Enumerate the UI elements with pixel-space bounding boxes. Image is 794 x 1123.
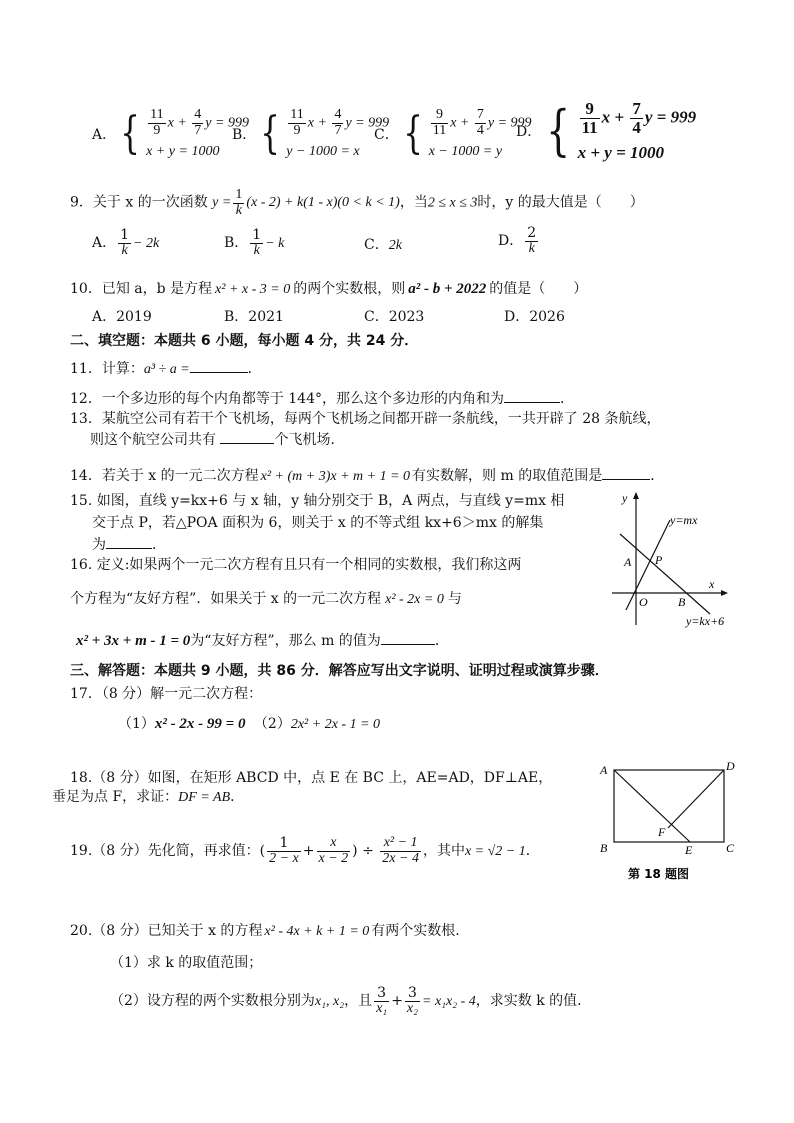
q18-figure [598, 758, 748, 884]
q17-stem: 17．（8 分）解一元二次方程： [70, 686, 263, 702]
q8-option-b: B． { $\frac{11}{9}$ x + $\frac{4}{7}$ y = 999 y − 1000 = x [232, 107, 390, 160]
q20-stem: 20.（8 分）已知关于 x 的方程 x² - 4x + k + 1 = 0 有两个实数根. [70, 923, 460, 939]
fig18-D-label: D [726, 759, 735, 773]
q8-option-c: C． { $\frac{9}{11}$ x + $\frac{7}{4}$ y = 999 x − 1000 = y [374, 107, 532, 160]
segment-df [668, 770, 724, 828]
q16-line3: x² + 3x + m - 1 = 0为“友好方程”，那么 m 的值为 ． [76, 630, 449, 650]
q15-figure [604, 490, 744, 630]
line-mx [626, 520, 670, 610]
q8-option-a: A． { $\frac{11}{9}$ x + $\frac{4}{7}$ y = 999 x + y = 1000 [92, 107, 249, 160]
q20-part1: （1）求 k 的取值范围； [110, 955, 263, 971]
fig18-A-label: A [600, 763, 608, 777]
segment-ae [614, 770, 690, 842]
line-kx6 [620, 534, 710, 614]
q9-option-c: C．2k [364, 237, 402, 253]
q16-line2: 个方程为“友好方程”．如果关于 x 的一元二次方程 x² - 2x = 0 与 [70, 591, 462, 607]
fig18-E-label: E [685, 843, 693, 857]
fig15-ymx-label: y=mx [670, 513, 698, 527]
q16: 16. 定义:如果两个一元二次方程有且只有一个相同的实数根，我们称这两 [70, 557, 522, 573]
q14: 14．若关于 x 的一元二次方程 x² + (m + 3)x + m + 1 = 0 有实数解，则 m 的取值范围是 ． [70, 465, 664, 485]
q9-option-b: B． $\frac{1}{k}$ − k [224, 227, 285, 258]
fig15-P-label: P [655, 553, 663, 567]
section-3-heading: 三、解答题：本题共 9 小题，共 86 分．解答应写出文字说明、证明过程或演算步骤． [70, 663, 609, 679]
q8-option-d: D． { $\frac{9}{11}$ x + $\frac{7}{4}$ y = 999 x + y = 1000 [516, 99, 697, 163]
fig15-O-label: O [639, 595, 648, 609]
q19: 19.（8 分）先化简，再求值：( $\frac{1}{2 - x}$ + $\frac{x}{x - 2}$ ) ÷ $\frac{\text{x² − 1}}{2x - 4}$ ，其中x = √2 − 1． [70, 835, 540, 866]
q18-line2: 垂足为点 F，求证：DF = AB． [52, 789, 245, 805]
x-axis-arrow [721, 590, 728, 596]
section-2-heading: 二、填空题：本题共 6 小题，每小题 4 分，共 24 分． [70, 333, 419, 349]
q18: 18.（8 分）如图，在矩形 ABCD 中，点 E 在 BC 上，AE=AD，DF⊥AE， [70, 770, 553, 786]
fig18-B-label: B [600, 841, 608, 855]
fig15-x-label: x [709, 577, 715, 591]
fig15-A-label: A [624, 555, 632, 569]
fig15-ykx-label: y=kx+6 [686, 614, 725, 628]
q15: 15. 如图，直线 y=kx+6 与 x 轴，y 轴分别交于 B，A 两点，与直线 y=mx 相 交于点 P，若△POA 面积为 6，则关于 x 的不等式组 kx+6＞mx 的解集 为 ． [70, 493, 565, 553]
q13: 13．某航空公司有若干个飞机场，每两个飞机场之间都开辟一条航线，一共开辟了 28 条航线， 则这个航空公司共有 个飞机场． [70, 411, 661, 448]
fig18-caption: 第 18 题图 [628, 867, 690, 881]
q12: 12．一个多边形的每个内角都等于 144°，那么这个多边形的内角和为 ． [70, 388, 574, 408]
fig15-B-label: B [678, 595, 686, 609]
y-axis-arrow [633, 492, 639, 499]
q9-stem: 9．关于 x 的一次函数 y = $\frac{1}{k}$ (x - 2) + k(1 - x)(0 < k < 1)，当2 ≤ x ≤ 3时，y 的最大值是（ ） [70, 187, 644, 218]
q9-option-a: A． $\frac{1}{k}$ − 2k [92, 227, 160, 258]
rectangle-abcd [614, 770, 724, 842]
fig15-y-label: y [622, 491, 628, 505]
q17-parts: （1）x² - 2x - 99 = 0 （2）2x² + 2x - 1 = 0 [118, 716, 381, 732]
q9-option-d: D． $\frac{2}{k}$ [498, 225, 537, 256]
q20-part2: （2）设方程的两个实数根分别为x₁, x₂，且 $\frac{3}{\text{x₁}}$ + $\frac{3}{\text{x₂}}$ = x₁x₂ - 4，求实数 k 的值. [110, 985, 582, 1016]
q10-stem: 10．已知 a，b 是方程 x² + x - 3 = 0 的两个实数根，则 a² - b + 2022 的值是（ ） [70, 281, 588, 297]
fig18-F-label: F [658, 825, 666, 839]
q11: 11．计算：a³ ÷ a = ． [70, 358, 262, 378]
fig18-C-label: C [726, 841, 735, 855]
q8-options [92, 108, 249, 160]
